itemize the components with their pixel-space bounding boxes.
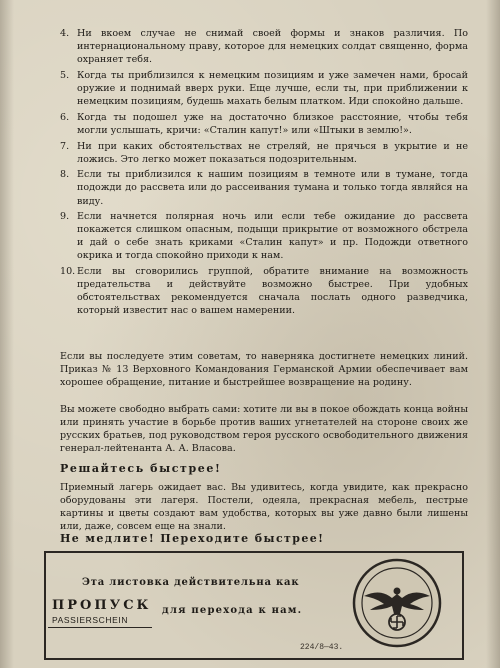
paragraph-choice: Вы можете свободно выбрать сами: хотите ли вы в покое обождать конца войны или принять участие в борьбе против ваших угнетателей на стороне своих же русских братьев, под руководством героя русского освободительного движения генерал-лейтенанта А. А. Власова. <box>60 404 468 455</box>
item-number: 9. <box>60 211 70 223</box>
item-text: Когда ты подошел уже на достаточно близкое расстояние, чтобы тебя могли услышать, кричи: «Сталин капут!» или «Штыки в землю!». <box>77 111 468 136</box>
eagle-seal-icon <box>352 558 442 648</box>
pass-german-label: PASSIERSCHEIN <box>52 615 129 625</box>
item-text: Ни при каких обстоятельствах не стреляй, не прячься в укрытие и не ложись. Это легко может показаться подозрительным. <box>77 140 468 165</box>
paragraph-camp: Приемный лагерь ожидает вас. Вы удивитесь, когда увидите, как прекрасно оборудованы эти лагеря. Постели, одеяла, прекрасная мебель, пестрые картины и цветы создают вам удобства, которых вы уже давно были лишены или, даже, совсем еще на знали. <box>60 482 468 533</box>
item-text: Когда ты приблизился к немецким позициям и уже замечен нами, бросай оружие и поднимай вверх руки. Еще лучше, если ты, при приближении к немецким позициям, будешь махать белым платком. Иди спокойно дальше. <box>77 69 468 108</box>
pass-divider <box>48 627 152 628</box>
item-text: Если ты приблизился к нашим позициям в темноте или в тумане, тогда подожди до рассвета или до рассеивания тумана и только тогда являйся на виду. <box>77 169 468 207</box>
page-edge-shadow <box>486 0 500 668</box>
item-text: Если начнется полярная ночь или если тебе ожидание до рассвета покажется слишком опасным, подыщи прикрытие от возможного обстрела и дай о себе знать криками «Сталин капут» и пр. Подожди ответного окрика и тогда спокойно приходи к нам. <box>77 211 468 262</box>
item-number: 5. <box>60 69 70 81</box>
numbered-instructions <box>60 27 468 320</box>
item-number: 6. <box>60 111 70 123</box>
item-number: 10. <box>60 266 76 278</box>
paragraph-order: Если вы последуете этим советам, то наверняка достигнете немецких линий. Приказ № 13 Верховного Командования Германской Армии обеспечивает вам хорошее обращение, питание и быстрейшее возвращение на родину. <box>60 351 468 389</box>
instruction-item <box>60 168 468 207</box>
pass-title: ПРОПУСК <box>52 598 152 613</box>
print-code: 224/8—43. <box>300 643 344 652</box>
instruction-item <box>60 140 468 166</box>
item-number: 4. <box>60 28 70 39</box>
call-to-action: Не медлите! Переходите быстрее! <box>60 532 325 545</box>
instruction-item <box>60 111 468 137</box>
pass-purpose: для перехода к нам. <box>162 605 303 616</box>
item-text: Если вы сговорились группой, обратите внимание на возможность предательства и действуйте возможно быстрее. При удобных обстоятельствах рекомендуется сначала послать одного разведчика, который известит нас о вашем намерении. <box>77 266 468 317</box>
item-number: 8. <box>60 169 70 181</box>
instruction-item <box>60 27 468 66</box>
instruction-item <box>60 265 468 317</box>
instruction-item <box>60 69 468 108</box>
item-text: Ни вкоем случае не снимай своей формы и знаков различия. По интернациональному праву, которое для немецких солдат священно, форма охраняет тебя. <box>77 28 468 66</box>
item-number: 7. <box>60 140 70 152</box>
instruction-item <box>60 210 468 262</box>
pass-valid-text: Эта листовка действительна как <box>82 577 300 588</box>
page-edge-shadow <box>0 0 14 668</box>
heading-decide: Решайтесь быстрее! <box>60 462 222 475</box>
